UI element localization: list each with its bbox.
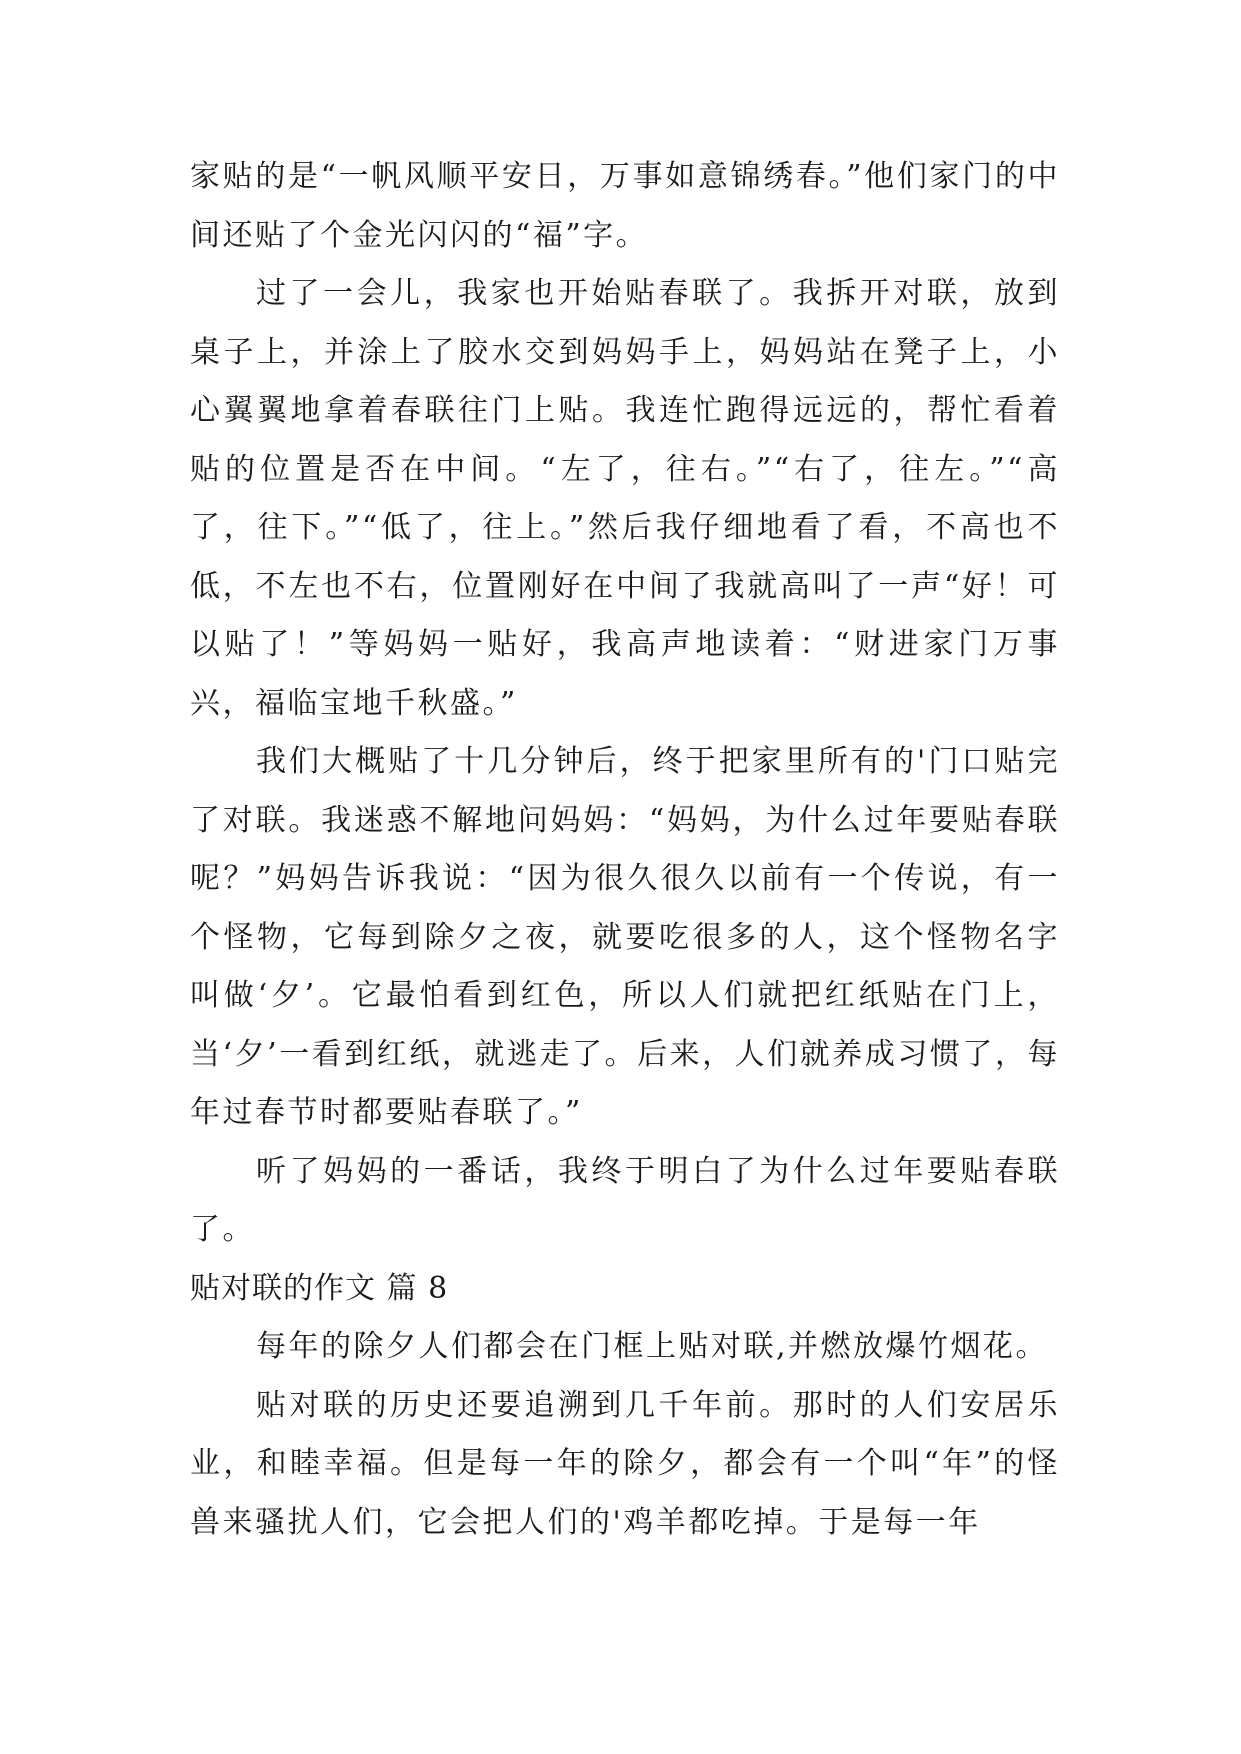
paragraph-6: 贴对联的历史还要追溯到几千年前。那时的人们安居乐业，和睦幸福。但是每一年的除夕，都会有一个叫“年”的怪兽来骚扰人们，它会把人们的'鸡羊都吃掉。于是每一年 <box>190 1387 1060 1540</box>
paragraph-3: 我们大概贴了十几分钟后，终于把家里所有的'门口贴完了对联。我迷惑不解地问妈妈：“妈妈，为什么过年要贴春联呢？”妈妈告诉我说：“因为很久很久以前有一个传说，有一个怪物，它每到除夕之夜，就要吃很多的人，这个怪物名字叫做‘夕’。它最怕看到红色，所以人们就把红纸贴在门上，当‘夕’一看到红纸，就逃走了。后来，人们就养成习惯了，每年过春节时都要贴春联了。” <box>190 744 1060 1130</box>
paragraph-4: 听了妈妈的一番话，我终于明白了为什么过年要贴春联了。 <box>190 1153 1060 1247</box>
paragraph-5: 每年的除夕人们都会在门框上贴对联,并燃放爆竹烟花。 <box>256 1329 1049 1364</box>
section-heading: 贴对联的作文 篇 8 <box>190 1270 449 1306</box>
paragraph-1: 家贴的是“一帆风顺平安日，万事如意锦绣春。”他们家门的中间还贴了个金光闪闪的“福”字。 <box>190 159 1060 253</box>
document-body <box>190 148 1060 1552</box>
paragraph-2: 过了一会儿，我家也开始贴春联了。我拆开对联，放到桌子上，并涂上了胶水交到妈妈手上，妈妈站在凳子上，小心翼翼地拿着春联往门上贴。我连忙跑得远远的，帮忙看着贴的位置是否在中间。“左了，往右。”“右了，往左。”“高了，往下。”“低了，往上。”然后我仔细地看了看，不高也不低，不左也不右，位置刚好在中间了我就高叫了一声“好！可以贴了！”等妈妈一贴好，我高声地读着：“财进家门万事兴，福临宝地千秋盛。” <box>190 276 1060 721</box>
